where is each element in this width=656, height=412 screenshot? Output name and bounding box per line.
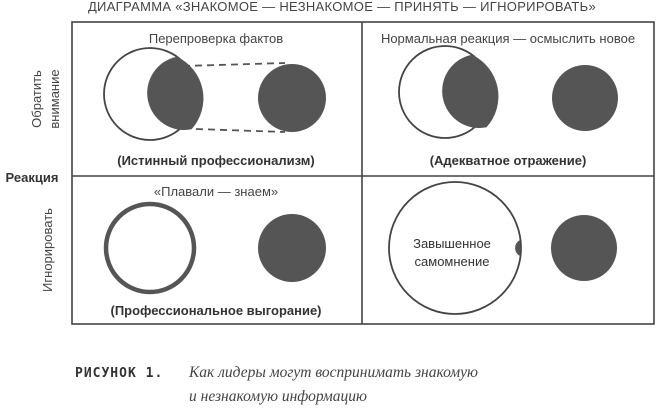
cell-bottom-left-heading: «Плавали — знаем»	[153, 184, 279, 199]
cell-bottom-right-text-line2: самомнение	[414, 254, 490, 269]
figure-caption-line1: Как лидеры могут воспринимать знакомую	[189, 364, 478, 381]
figure-label: РИСУНОК 1.	[75, 366, 164, 381]
row-label-attend-line1: Обратить	[29, 70, 44, 128]
new-info-circle	[258, 214, 326, 282]
cell-top-right-footer: (Адекватное отражение)	[429, 153, 587, 168]
overlap-segment	[442, 55, 498, 128]
thick-known-circle	[106, 204, 194, 292]
row-label-attend-line2: внимание	[47, 69, 62, 129]
row-label-ignore	[40, 208, 55, 292]
new-info-circle	[258, 64, 326, 132]
axis-label-reaction: Реакция	[5, 170, 59, 185]
cell-top-left-footer: (Истинный профессионализм)	[117, 153, 315, 168]
cell-top-right-heading: Нормальная реакция — осмыслить новое	[380, 31, 636, 46]
diagram-title: ДИАГРАММА «ЗНАКОМОЕ — НЕЗНАКОМОЕ — ПРИНЯТЬ — ИГНОРИРОВАТЬ»	[87, 0, 597, 14]
new-info-circle	[552, 65, 618, 131]
cell-bottom-left-footer: (Профессиональное выгорание)	[110, 303, 322, 318]
figure-caption-line2: и незнакомую информацию	[189, 388, 367, 405]
new-info-circle	[551, 215, 617, 281]
cell-top-left-heading: Перепроверка фактов	[148, 31, 284, 46]
dashed-connector-top	[183, 63, 285, 66]
overlap-segment	[147, 57, 203, 130]
tiny-overlap-segment	[515, 240, 520, 256]
cell-bottom-right-text-line1: Завышенное	[413, 236, 491, 251]
dashed-connector-bottom	[196, 129, 285, 132]
row-label-attend	[29, 69, 62, 128]
row-label-ignore-line1: Игнорировать	[40, 208, 55, 292]
